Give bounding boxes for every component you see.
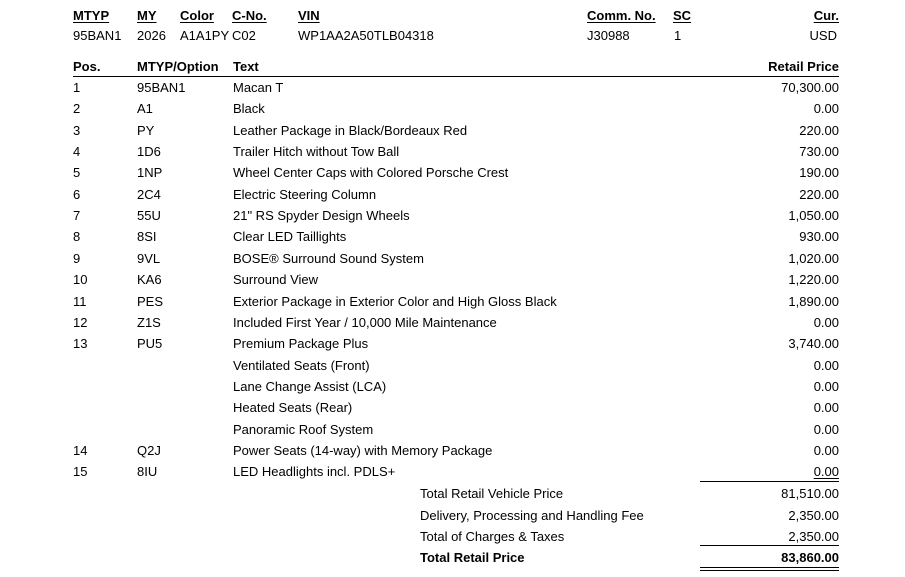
row-retail-price: 730.00 [799, 144, 839, 160]
table-row [0, 315, 905, 336]
row-retail-price: 220.00 [799, 186, 839, 202]
row-description: LED Headlights incl. PDLS+ [233, 464, 396, 480]
row-description: Lane Change Assist (LCA) [233, 378, 387, 394]
row-retail-price: 1,050.00 [788, 208, 839, 224]
row-option-code: 2C4 [137, 186, 161, 202]
row-option-code: 1NP [137, 165, 163, 181]
row-description: Power Seats (14-way) with Memory Package [233, 442, 493, 458]
total-retail-price-value: 83,860.00 [781, 550, 839, 565]
row-retail-price: 1,220.00 [788, 272, 839, 288]
row-option-code: Z1S [137, 314, 161, 330]
row-option-code: 95BAN1 [137, 80, 186, 95]
total-double-rule-2 [700, 570, 839, 571]
sc-label: SC [673, 8, 692, 23]
row-description: Trailer Hitch without Tow Ball [233, 144, 400, 160]
row-retail-price: 1,890.00 [788, 293, 839, 309]
row-position: 10 [73, 272, 88, 288]
row-description: Ventilated Seats (Front) [233, 357, 370, 373]
row-description: Premium Package Plus [233, 336, 369, 352]
total-double-rule-1 [700, 567, 839, 568]
table-row [0, 464, 905, 485]
row-description: BOSE® Surround Sound System [233, 250, 424, 266]
row-description: Exterior Package in Exterior Color and High Gloss Black [233, 293, 557, 309]
table-row [0, 251, 905, 272]
retail-price-header: Retail Price [768, 59, 839, 74]
row-position: 8 [73, 229, 81, 245]
total-vehicle-price-label: Total Retail Vehicle Price [420, 486, 564, 501]
table-row [0, 294, 905, 315]
color-value: A1A1PY [180, 28, 230, 43]
row-description: Electric Steering Column [233, 186, 377, 202]
row-description: 21" RS Spyder Design Wheels [233, 208, 410, 224]
subtotal-rule [700, 481, 839, 482]
my-value: 2026 [137, 28, 166, 43]
currency-value: USD [809, 28, 837, 43]
row-option-code: KA6 [137, 272, 162, 288]
total-vehicle-price-value: 81,510.00 [781, 486, 839, 501]
mtyp-value: 95BAN1 [73, 28, 122, 43]
row-position: 5 [73, 165, 81, 181]
comm-no-label: Comm. No. [587, 8, 656, 23]
row-position: 14 [73, 442, 88, 458]
option-code-header: MTYP/Option [137, 59, 219, 74]
row-description: Leather Package in Black/Bordeaux Red [233, 122, 468, 138]
row-retail-price: 0.00 [813, 421, 839, 437]
row-retail-price: 0.00 [813, 400, 839, 416]
row-description: Wheel Center Caps with Colored Porsche Crest [233, 165, 509, 181]
row-option-code: PES [137, 293, 164, 309]
row-retail-price: 190.00 [799, 165, 839, 181]
vin-value: WP1AA2A50TLB04318 [298, 28, 434, 43]
row-description: Clear LED Taillights [233, 229, 347, 245]
table-row [0, 443, 905, 464]
table-row [0, 229, 905, 250]
total-rule [700, 545, 839, 546]
row-retail-price: 0.00 [813, 314, 839, 330]
color-label: Color [180, 8, 214, 23]
table-row [0, 358, 905, 379]
table-row [0, 165, 905, 186]
row-position: 2 [73, 101, 81, 117]
row-retail-price: 0.00 [813, 357, 839, 373]
row-position: 3 [73, 122, 81, 138]
row-position: 7 [73, 208, 81, 224]
row-option-code: 9VL [137, 250, 161, 266]
cno-value: C02 [232, 28, 256, 43]
table-row [0, 400, 905, 421]
row-option-code: Q2J [137, 442, 161, 458]
row-position: 13 [73, 336, 88, 352]
row-position: 1 [73, 80, 81, 95]
table-row [0, 144, 905, 165]
charges-taxes-value: 2,350.00 [788, 529, 839, 544]
table-row [0, 379, 905, 400]
table-row [0, 208, 905, 229]
delivery-fee-label: Delivery, Processing and Handling Fee [420, 508, 644, 523]
sc-value: 1 [674, 28, 682, 43]
row-retail-price: 930.00 [799, 229, 839, 245]
row-description: Included First Year / 10,000 Mile Maintenance [233, 314, 497, 330]
row-position: 11 [73, 293, 87, 309]
table-row [0, 80, 905, 101]
row-option-code: 8SI [137, 229, 157, 245]
table-row [0, 336, 905, 357]
comm-no-value: J30988 [587, 28, 630, 43]
row-retail-price: 0.00 [813, 442, 839, 458]
table-row [0, 422, 905, 443]
row-retail-price: 0.00 [813, 464, 839, 480]
header-rule [73, 76, 839, 77]
table-row [0, 101, 905, 122]
row-description: Surround View [233, 272, 319, 288]
row-option-code: PY [137, 122, 155, 138]
my-label: MY [137, 8, 157, 23]
row-position: 12 [73, 314, 88, 330]
row-position: 4 [73, 144, 81, 160]
pos-header: Pos. [73, 59, 101, 74]
charges-taxes-label: Total of Charges & Taxes [420, 529, 565, 544]
table-row [0, 272, 905, 293]
table-row [0, 187, 905, 208]
currency-label: Cur. [813, 8, 839, 23]
row-option-code: 55U [137, 208, 161, 224]
row-retail-price: 0.00 [813, 101, 839, 117]
row-option-code: 8IU [137, 464, 158, 480]
row-option-code: A1 [137, 101, 153, 117]
row-description: Panoramic Roof System [233, 421, 374, 437]
row-position: 6 [73, 186, 81, 202]
delivery-fee-value: 2,350.00 [788, 508, 839, 523]
table-row [0, 123, 905, 144]
row-position: 9 [73, 250, 81, 266]
vin-label: VIN [298, 8, 320, 23]
row-retail-price: 0.00 [813, 378, 839, 394]
row-option-code: 1D6 [137, 144, 161, 160]
row-description: Black [233, 101, 265, 117]
row-position: 15 [73, 464, 88, 480]
row-retail-price: 220.00 [799, 122, 839, 138]
total-retail-price-label: Total Retail Price [420, 550, 525, 565]
row-retail-price: 1,020.00 [788, 250, 839, 266]
row-description: Heated Seats (Rear) [233, 400, 353, 416]
row-description: Macan T [233, 80, 284, 95]
text-header: Text [233, 59, 259, 74]
row-retail-price: 70,300.00 [781, 80, 839, 95]
row-option-code: PU5 [137, 336, 163, 352]
mtyp-label: MTYP [73, 8, 110, 23]
row-retail-price: 3,740.00 [788, 336, 839, 352]
cno-label: C-No. [232, 8, 267, 23]
